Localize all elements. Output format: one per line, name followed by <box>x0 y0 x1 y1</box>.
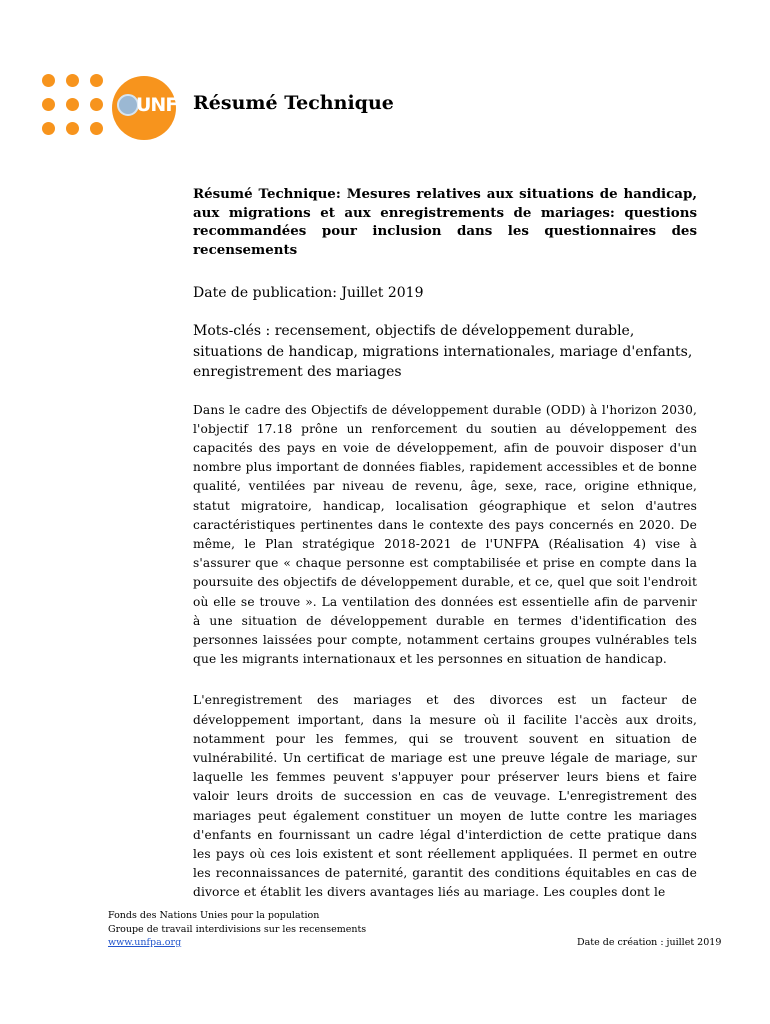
paragraph: L'enregistrement des mariages et des divorces est un facteur de développement important, dans la mesure où il facilite l'accès aux droits, notamment pour les femmes, qui se trouvent souvent en situation de vulnérabilité. Un certificat de mariage est une preuve légale de mariage, sur laquelle les femmes peuvent s'appuyer pour préserver leurs biens et faire valoir leurs droits de succession en cas de veuvage. L'enregistrement des mariages peut également constituer un moyen de lutte contre les mariages d'enfants en fournissant un cadre légal d'interdiction de cette pratique dans les pays où ces lois existent et sont réellement appliquées. Il permet en outre les reconnaissances de paternité, garantit des conditions équitables en cas de divorce et établit les divers avantages liés au mariage. Les couples dont le <box>193 693 697 900</box>
publication-date: Date de publication: Juillet 2019 <box>193 285 424 301</box>
footer-link[interactable]: www.unfpa.org <box>108 937 182 948</box>
footer-creation-date: Date de création : juillet 2019 <box>577 937 722 948</box>
logo-dot <box>90 98 103 111</box>
page-header-title: Résumé Technique <box>193 92 394 114</box>
document-title: Résumé Technique: Mesures relatives aux situations de handicap, aux migrations et aux enregistrements de mariages: questions recommandées pour inclusion dans les questionnaires des recensements <box>193 186 697 258</box>
logo-dot <box>42 74 55 87</box>
footer <box>108 909 366 950</box>
footer-org: Fonds des Nations Unies pour la population <box>108 910 320 921</box>
unfpa-logo <box>40 70 203 140</box>
logo-dot <box>66 74 79 87</box>
logo-dot <box>42 98 55 111</box>
logo-dot <box>90 74 103 87</box>
logo-dot <box>42 122 55 135</box>
keywords: Mots-clés : recensement, objectifs de développement durable, situations de handicap, migrations internationales, mariage d'enfants, enregistrement des mariages <box>193 323 693 380</box>
paragraph: Dans le cadre des Objectifs de développement durable (ODD) à l'horizon 2030, l'objectif 17.18 prône un renforcement du soutien au développement des capacités des pays en voie de développement, afin de pouvoir disposer d'un nombre plus important de données fiables, rapidement accessibles et de bonne qualité, ventilées par niveau de revenu, âge, sexe, race, origine ethnique, statut migratoire, handicap, localisation géographique et selon d'autres caractéristiques pertinentes dans le contexte des pays concernés en 2020. De même, le Plan stratégique 2018-2021 de l'UNFPA (Réalisation 4) vise à s'assurer que « chaque personne est comptabilisée et prise en compte dans la poursuite des objectifs de développement durable, et ce, quel que soit l'endroit où elle se trouve ». La ventilation des données est essentielle afin de parvenir à une situation de développement durable en termes d'identification des personnes laissées pour compte, notamment certains groupes vulnérables tels que les migrants internationaux et les personnes en situation de handicap. <box>193 402 697 667</box>
document-body <box>193 185 697 903</box>
logo-dot <box>90 122 103 135</box>
logo-dot <box>66 122 79 135</box>
logo-brand-text: UNFPA <box>136 94 203 116</box>
logo-dot <box>66 98 79 111</box>
footer-group: Groupe de travail interdivisions sur les recensements <box>108 923 367 935</box>
